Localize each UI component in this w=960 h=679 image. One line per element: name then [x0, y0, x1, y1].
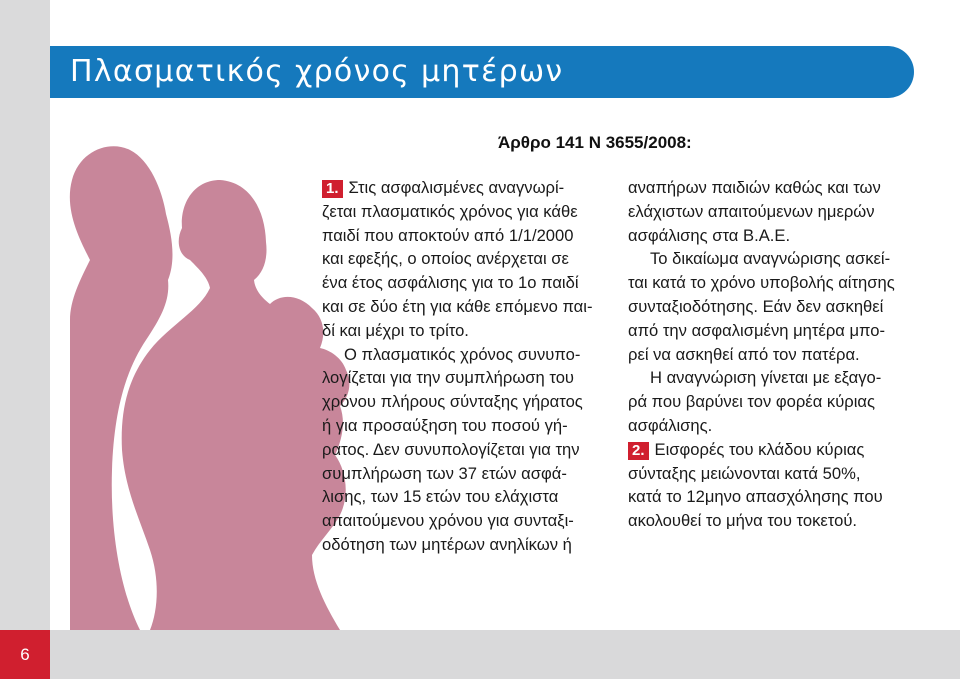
left-text-column — [322, 176, 610, 557]
text-line: και εφεξής, ο οποίος ανέρχεται σε — [322, 249, 569, 269]
article-heading: Άρθρο 141 Ν 3655/2008: — [498, 133, 692, 152]
left-margin-strip — [0, 0, 50, 679]
item-2-paragraph — [628, 438, 914, 533]
text-line: ασφάλισης στα Β.Α.Ε. — [628, 225, 791, 245]
page-number: 6 — [0, 630, 50, 679]
text-line: από την ασφαλισμένη μητέρα μπο- — [628, 320, 885, 340]
text-line: αναπήρων παιδιών καθώς και των — [628, 178, 881, 197]
text-line: ρατος. Δεν συνυπολογίζεται για την — [322, 439, 580, 459]
text-line: Η αναγνώριση γίνεται με εξαγο- — [650, 368, 882, 388]
text-line: Εισφορές του κλάδου κύριας — [654, 439, 865, 459]
text-line: οδότηση των μητέρων ανηλίκων ή — [322, 534, 572, 554]
text-line: Στις ασφαλισμένες αναγνωρί- — [348, 178, 565, 197]
item-number-badge: 1. — [322, 180, 343, 198]
paragraph — [628, 247, 914, 366]
footer-bar — [0, 630, 960, 679]
text-line: ελάχιστων απαιτούμενων ημερών — [628, 201, 875, 221]
item-1-paragraph — [322, 176, 610, 343]
text-line: ή για προσαύξηση του ποσού γή- — [322, 415, 568, 435]
text-line: συνταξιοδότησης. Εάν δεν ασκηθεί — [628, 296, 884, 316]
text-line: Ο πλασματικός χρόνος συνυπο- — [344, 344, 581, 364]
page-title: Πλασματικός χρόνος μητέρων — [70, 54, 564, 89]
right-text-column — [628, 176, 914, 533]
text-line: ένα έτος ασφάλισης για το 1ο παιδί — [322, 273, 579, 293]
item-number-badge: 2. — [628, 442, 649, 460]
text-line: δί και μέχρι το τρίτο. — [322, 320, 469, 340]
text-line: ται κατά το χρόνο υποβολής αίτησης — [628, 273, 895, 293]
text-line: ρεί να ασκηθεί από τον πατέρα. — [628, 344, 860, 364]
text-line: ζεται πλασματικός χρόνος για κάθε — [322, 201, 578, 221]
paragraph — [628, 366, 914, 437]
text-line: και σε δύο έτη για κάθε επόμενο παι- — [322, 296, 593, 316]
text-line: παιδί που αποκτούν από 1/1/2000 — [322, 225, 574, 245]
text-line: λισης, των 15 ετών του ελάχιστα — [322, 487, 559, 507]
text-line: σύνταξης μειώνονται κατά 50%, — [628, 463, 861, 483]
paragraph — [322, 343, 610, 557]
text-line: χρόνου πλήρους σύνταξης γήρατος — [322, 392, 583, 412]
paragraph — [628, 176, 914, 247]
text-line: Το δικαίωμα αναγνώρισης ασκεί- — [650, 249, 891, 269]
text-line: ρά που βαρύνει τον φορέα κύριας — [628, 392, 875, 412]
text-line: λογίζεται για την συμπλήρωση του — [322, 368, 575, 388]
text-line: συμπλήρωση των 37 ετών ασφά- — [322, 463, 567, 483]
text-line: απαιτούμενου χρόνου για συνταξι- — [322, 511, 574, 531]
text-line: ακολουθεί το μήνα του τοκετού. — [628, 511, 858, 531]
text-line: κατά το 12μηνο απασχόλησης που — [628, 487, 883, 507]
text-line: ασφάλισης. — [628, 415, 713, 435]
